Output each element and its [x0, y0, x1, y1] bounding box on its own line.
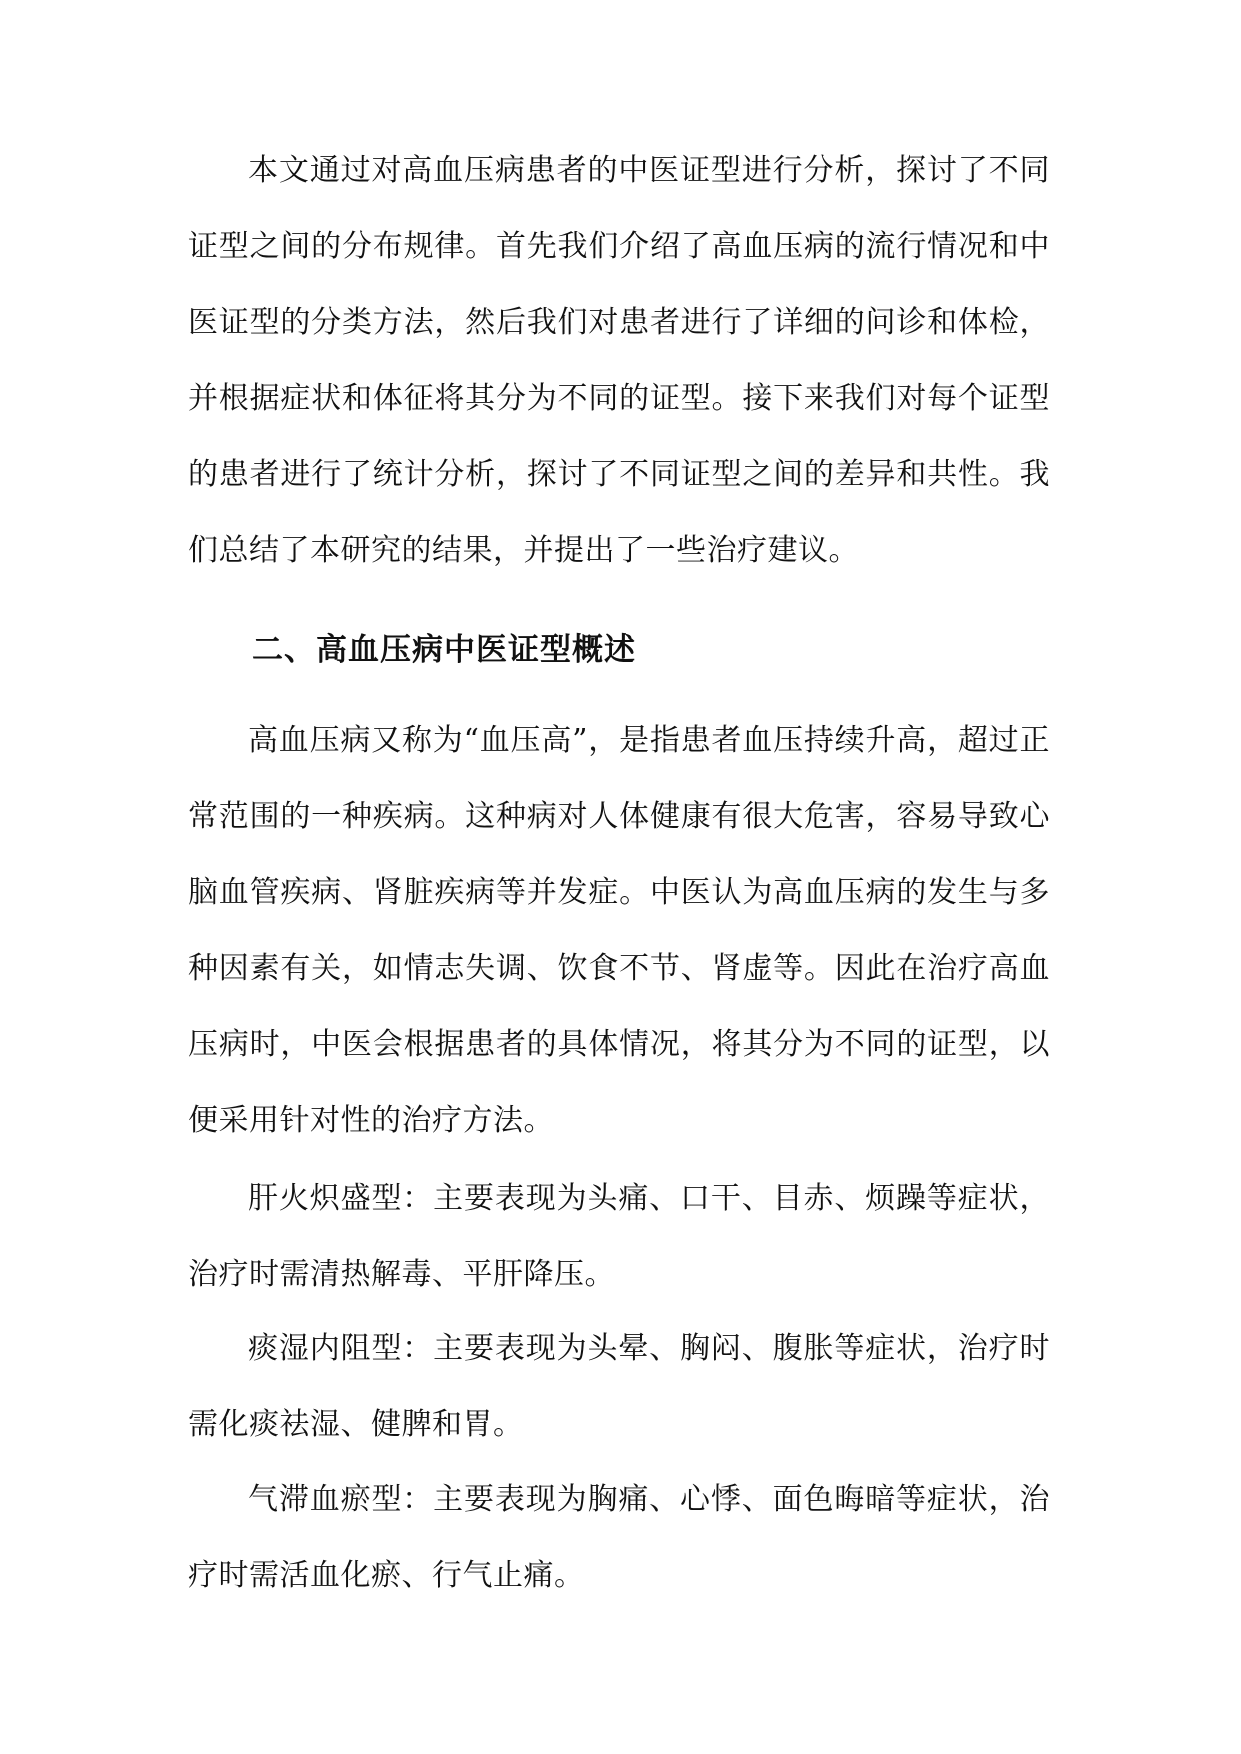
qi-stagnation-blood-stasis-type-paragraph: 气滞血瘀型：主要表现为胸痛、心悸、面色晦暗等症状，治疗时需活血化瘀、行气止痛。 — [188, 1482, 1050, 1593]
phlegm-damp-type-paragraph: 痰湿内阻型：主要表现为头晕、胸闷、腹胀等症状，治疗时需化痰祛湿、健脾和胃。 — [188, 1331, 1050, 1442]
section-heading: 二、高血压病中医证型概述 — [252, 632, 636, 668]
overview-paragraph: 高血压病又称为“血压高”，是指患者血压持续升高，超过正常范围的一种疾病。这种病对人体健康有很大危害，容易导致心脑血管疾病、肾脏疾病等并发症。中医认为高血压病的发生与多种因素有关，如情志失调、饮食不节、肾虚等。因此在治疗高血压病时，中医会根据患者的具体情况，将其分为不同的证型，以便采用针对性的治疗方法。 — [188, 723, 1050, 1138]
intro-paragraph: 本文通过对高血压病患者的中医证型进行分析，探讨了不同证型之间的分布规律。首先我们介绍了高血压病的流行情况和中医证型的分类方法，然后我们对患者进行了详细的问诊和体检，并根据症状和体征将其分为不同的证型。接下来我们对每个证型的患者进行了统计分析，探讨了不同证型之间的差异和共性。我们总结了本研究的结果，并提出了一些治疗建议。 — [188, 153, 1050, 568]
liver-fire-type-paragraph: 肝火炽盛型：主要表现为头痛、口干、目赤、烦躁等症状，治疗时需清热解毒、平肝降压。 — [188, 1181, 1050, 1292]
